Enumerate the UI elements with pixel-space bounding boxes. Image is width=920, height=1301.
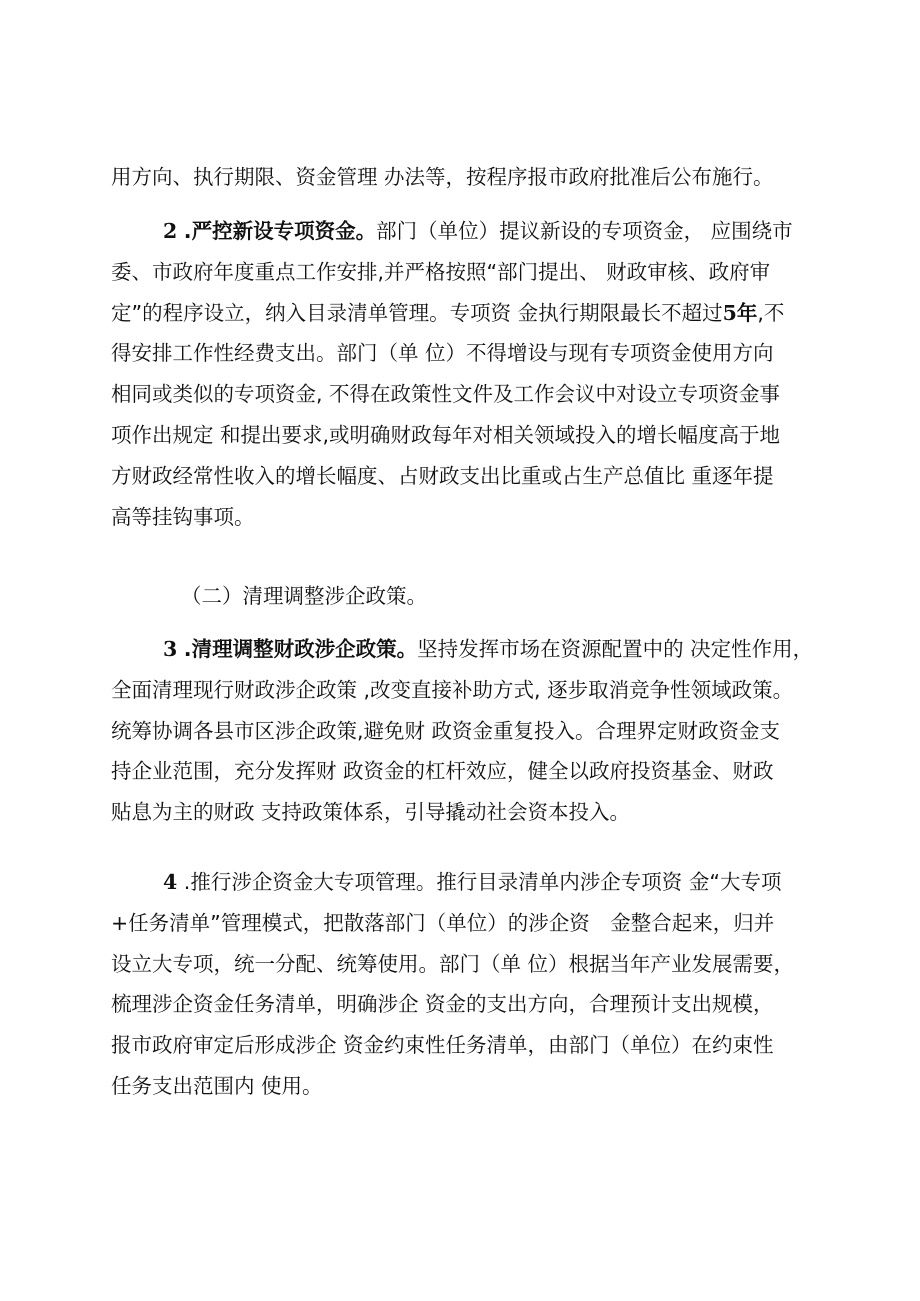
text-line: 定”的程序设立，纳入目录清单管理。专项资 金执行期限最长不超过5年,不 bbox=[111, 300, 785, 325]
item-number: 3 bbox=[163, 637, 178, 661]
text-line: 全面清理现行财政涉企政策 ,改变直接补助方式, 逐步取消竞争性领域政策。 bbox=[111, 677, 794, 702]
text-line: 用方向、执行期限、资金管理 办法等，按程序报市政府批准后公布施行。 bbox=[111, 165, 774, 189]
years-limit: 5年 bbox=[722, 300, 758, 325]
item-heading: .推行涉企资金大专项管理。 bbox=[183, 870, 437, 894]
item-heading: .严控新设专项资金。 bbox=[183, 219, 377, 243]
item-2-paragraph bbox=[111, 211, 825, 537]
text-line: 统筹协调各县市区涉企政策,避免财 政资金重复投入。合理界定财政资金支 bbox=[111, 718, 781, 743]
section-2-heading bbox=[111, 576, 825, 617]
item-3-paragraph bbox=[111, 629, 825, 833]
item-4-first-line bbox=[111, 862, 825, 903]
text-line: 委、市政府年度重点工作安排,并严格按照“部门提出、 财政审核、政府审 bbox=[111, 259, 771, 284]
text-line: 相同或类似的专项资金, 不得在政策性文件及工作会议中对设立专项资金事 bbox=[111, 382, 781, 407]
text-line: +任务清单”管理模式，把散落部门（单位）的涉企资 金整合起来，归并 bbox=[111, 910, 775, 935]
text-line: 报市政府审定后形成涉企 资金约束性任务清单，由部门（单位）在约束性 bbox=[111, 1033, 774, 1058]
text-line: 持企业范围，充分发挥财 政资金的杠杆效应，健全以政府投资基金、财政 bbox=[111, 759, 774, 784]
item-4-paragraph bbox=[111, 862, 825, 1107]
text-line: 得安排工作性经费支出。部门（单 位）不得增设与现有专项资金使用方向 bbox=[111, 341, 774, 366]
text-line: 项作出规定 和提出要求,或明确财政每年对相关领域投入的增长幅度高于地 bbox=[111, 422, 781, 447]
text-line: 设立大专项，统一分配、统筹使用。部门（单 位）根据当年产业发展需要， bbox=[111, 951, 795, 976]
item-text: 部门（单位）提议新设的专项资金， 应围绕市 bbox=[376, 219, 793, 243]
paragraph-continuation bbox=[111, 157, 825, 198]
item-2-first-line bbox=[111, 211, 825, 252]
text-line: 梳理涉企资金任务清单，明确涉企 资金的支出方向，合理预计支出规模， bbox=[111, 992, 774, 1017]
text-line: 高等挂钩事项。 bbox=[111, 504, 255, 529]
text-line: 方财政经常性收入的增长幅度、占财政支出比重或占生产总值比 重逐年提 bbox=[111, 463, 774, 488]
section-title: （二）清理调整涉企政策。 bbox=[181, 584, 427, 608]
text-line: 任务支出范围内 使用。 bbox=[111, 1073, 323, 1098]
item-heading: .清理调整财政涉企政策。 bbox=[183, 637, 418, 661]
item-text: 坚持发挥市场在资源配置中的 决定性作用， bbox=[417, 637, 814, 661]
text-line: 贴息为主的财政 支持政策体系，引导撬动社会资本投入。 bbox=[111, 800, 631, 825]
item-text: 推行目录清单内涉企专项资 金“大专项 bbox=[436, 870, 782, 894]
item-number: 4 bbox=[163, 870, 178, 894]
item-3-first-line bbox=[111, 629, 825, 670]
item-number: 2 bbox=[163, 219, 178, 243]
